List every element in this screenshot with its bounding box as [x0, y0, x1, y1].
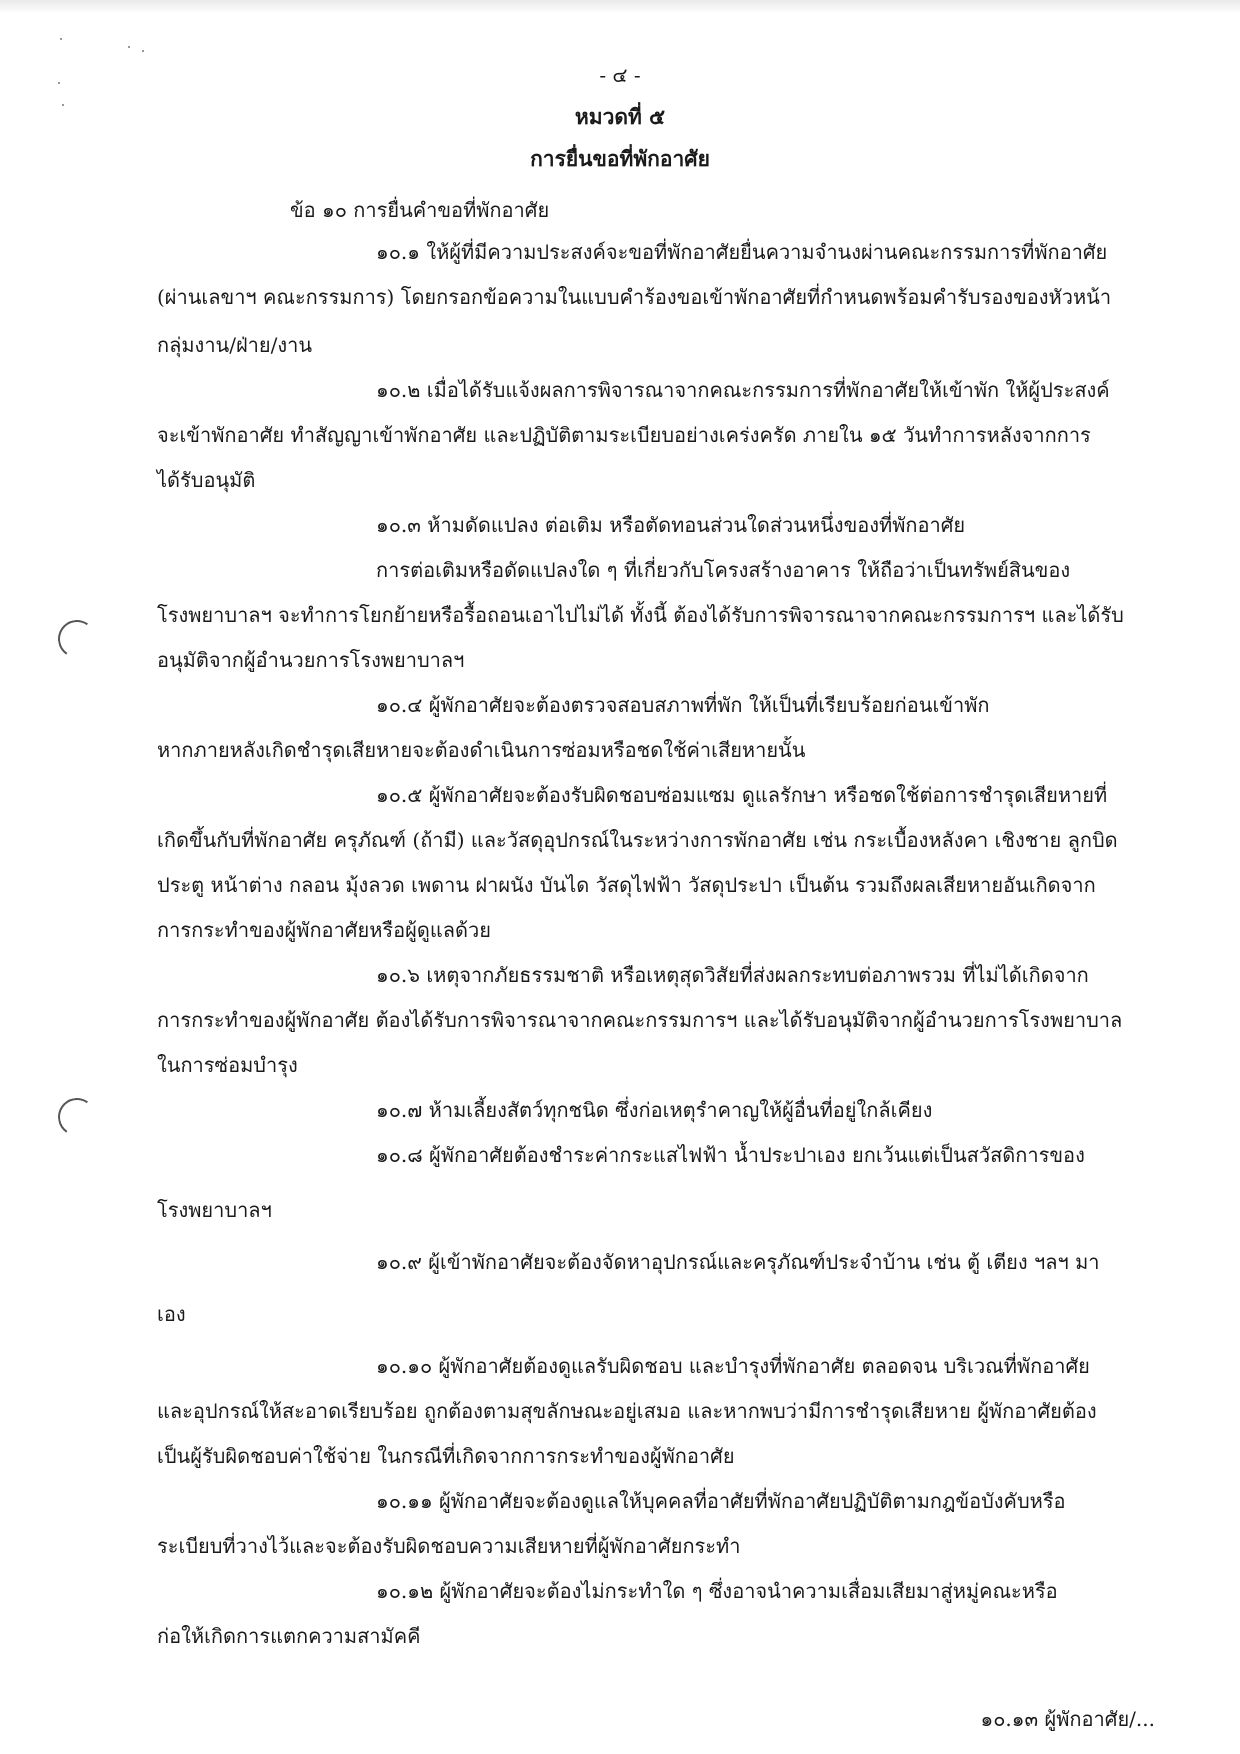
body-line: ๑๐.๑๑ ผู้พักอาศัยจะต้องดูแลให้บุคคลที่อาศัยที่พักอาศัยปฏิบัติตามกฎข้อบังคับหรือ — [376, 1489, 1066, 1513]
body-line: ๑๐.๕ ผู้พักอาศัยจะต้องรับผิดชอบซ่อมแซม ดูแลรักษา หรือชดใช้ต่อการชำรุดเสียหายที่ — [376, 783, 1108, 807]
scan-speck — [142, 50, 144, 52]
chapter-title: หมวดที่ ๕ — [574, 104, 666, 129]
body-line: โรงพยาบาลฯ — [157, 1198, 272, 1222]
body-line: ประตู หน้าต่าง กลอน มุ้งลวด เพดาน ฝาผนัง บันได วัสดุไฟฟ้า วัสดุประปา เป็นต้น รวมถึงผลเสียหายอันเกิดจาก — [157, 873, 1096, 897]
body-line: โรงพยาบาลฯ จะทำการโยกย้ายหรือรื้อถอนเอาไปไม่ได้ ทั้งนี้ ต้องได้รับการพิจารณาจากคณะกรรมการฯ และได้รับ — [157, 603, 1124, 627]
page-number: - ๔ - — [599, 63, 641, 87]
body-line: (ผ่านเลขาฯ คณะกรรมการ) โดยกรอกข้อความในแบบคำร้องขอเข้าพักอาศัยที่กำหนดพร้อมคำรับรองของหัวหน้า — [157, 285, 1112, 309]
scan-speck — [60, 38, 62, 40]
body-line: ๑๐.๖ เหตุจากภัยธรรมชาติ หรือเหตุสุดวิสัยที่ส่งผลกระทบต่อภาพรวม ที่ไม่ได้เกิดจาก — [376, 963, 1089, 987]
body-line: หากภายหลังเกิดชำรุดเสียหายจะต้องดำเนินการซ่อมหรือชดใช้ค่าเสียหายนั้น — [157, 738, 806, 762]
body-line: การต่อเติมหรือดัดแปลงใด ๆ ที่เกี่ยวกับโครงสร้างอาคาร ให้ถือว่าเป็นทรัพย์สินของ — [376, 558, 1071, 582]
body-line: ๑๐.๗ ห้ามเลี้ยงสัตว์ทุกชนิด ซึ่งก่อเหตุรำคาญให้ผู้อื่นที่อยู่ใกล้เคียง — [376, 1098, 933, 1122]
body-line: ๑๐.๘ ผู้พักอาศัยต้องชำระค่ากระแสไฟฟ้า น้ำประปาเอง ยกเว้นแต่เป็นสวัสดิการของ — [376, 1143, 1085, 1167]
clause-heading: ข้อ ๑๐ การยื่นคำขอที่พักอาศัย — [290, 198, 550, 222]
punch-hole-mark — [55, 1095, 99, 1139]
body-line: ๑๐.๙ ผู้เข้าพักอาศัยจะต้องจัดหาอุปกรณ์และครุภัณฑ์ประจำบ้าน เช่น ตู้ เตียง ฯลฯ มา — [376, 1250, 1100, 1274]
body-line: การกระทำของผู้พักอาศัยหรือผู้ดูแลด้วย — [157, 918, 491, 942]
scan-edge — [0, 0, 1240, 14]
body-line: ๑๐.๑ ให้ผู้ที่มีความประสงค์จะขอที่พักอาศัยยื่นความจำนงผ่านคณะกรรมการที่พักอาศัย — [376, 240, 1108, 264]
body-line: จะเข้าพักอาศัย ทำสัญญาเข้าพักอาศัย และปฏิบัติตามระเบียบอย่างเคร่งครัด ภายใน ๑๕ วันทำการหลังจากการ — [157, 423, 1091, 447]
body-line: ในการซ่อมบำรุง — [157, 1053, 298, 1077]
body-line: ๑๐.๑๒ ผู้พักอาศัยจะต้องไม่กระทำใด ๆ ซึ่งอาจนำความเสื่อมเสียมาสู่หมู่คณะหรือ — [376, 1579, 1058, 1603]
body-line: ๑๐.๑๐ ผู้พักอาศัยต้องดูแลรับผิดชอบ และบำรุงที่พักอาศัย ตลอดจน บริเวณที่พักอาศัย — [376, 1354, 1090, 1378]
continuation-marker: ๑๐.๑๓ ผู้พักอาศัย/... — [980, 1707, 1155, 1731]
body-line: ๑๐.๒ เมื่อได้รับแจ้งผลการพิจารณาจากคณะกรรมการที่พักอาศัยให้เข้าพัก ให้ผู้ประสงค์ — [376, 378, 1110, 402]
scan-speck — [128, 46, 130, 48]
body-line: กลุ่มงาน/ฝ่าย/งาน — [157, 333, 313, 357]
body-line: ๑๐.๔ ผู้พักอาศัยจะต้องตรวจสอบสภาพที่พัก ให้เป็นที่เรียบร้อยก่อนเข้าพัก — [376, 693, 990, 717]
body-line: อนุมัติจากผู้อำนวยการโรงพยาบาลฯ — [157, 648, 465, 672]
body-line: การกระทำของผู้พักอาศัย ต้องได้รับการพิจารณาจากคณะกรรมการฯ และได้รับอนุมัติจากผู้อำนวยการโรงพยาบาล — [157, 1008, 1123, 1032]
body-line: เป็นผู้รับผิดชอบค่าใช้จ่าย ในกรณีที่เกิดจากการกระทำของผู้พักอาศัย — [157, 1444, 735, 1468]
body-line: และอุปกรณ์ให้สะอาดเรียบร้อย ถูกต้องตามสุขลักษณะอยู่เสมอ และหากพบว่ามีการชำรุดเสียหาย ผู้พักอาศัยต้อง — [157, 1399, 1097, 1423]
body-line: ก่อให้เกิดการแตกความสามัคคี — [157, 1624, 421, 1648]
punch-hole-mark — [55, 617, 99, 661]
body-line: ๑๐.๓ ห้ามดัดแปลง ต่อเติม หรือตัดทอนส่วนใดส่วนหนึ่งของที่พักอาศัย — [376, 513, 966, 537]
body-line: ได้รับอนุมัติ — [157, 468, 256, 492]
body-line: เอง — [157, 1302, 186, 1326]
body-line: เกิดขึ้นกับที่พักอาศัย ครุภัณฑ์ (ถ้ามี) และวัสดุอุปกรณ์ในระหว่างการพักอาศัย เช่น กระเบื้องหลังคา เชิงชาย ลูกบิด — [157, 828, 1118, 852]
body-line: ระเบียบที่วางไว้และจะต้องรับผิดชอบความเสียหายที่ผู้พักอาศัยกระทำ — [157, 1534, 741, 1558]
chapter-subtitle: การยื่นขอที่พักอาศัย — [530, 146, 710, 171]
